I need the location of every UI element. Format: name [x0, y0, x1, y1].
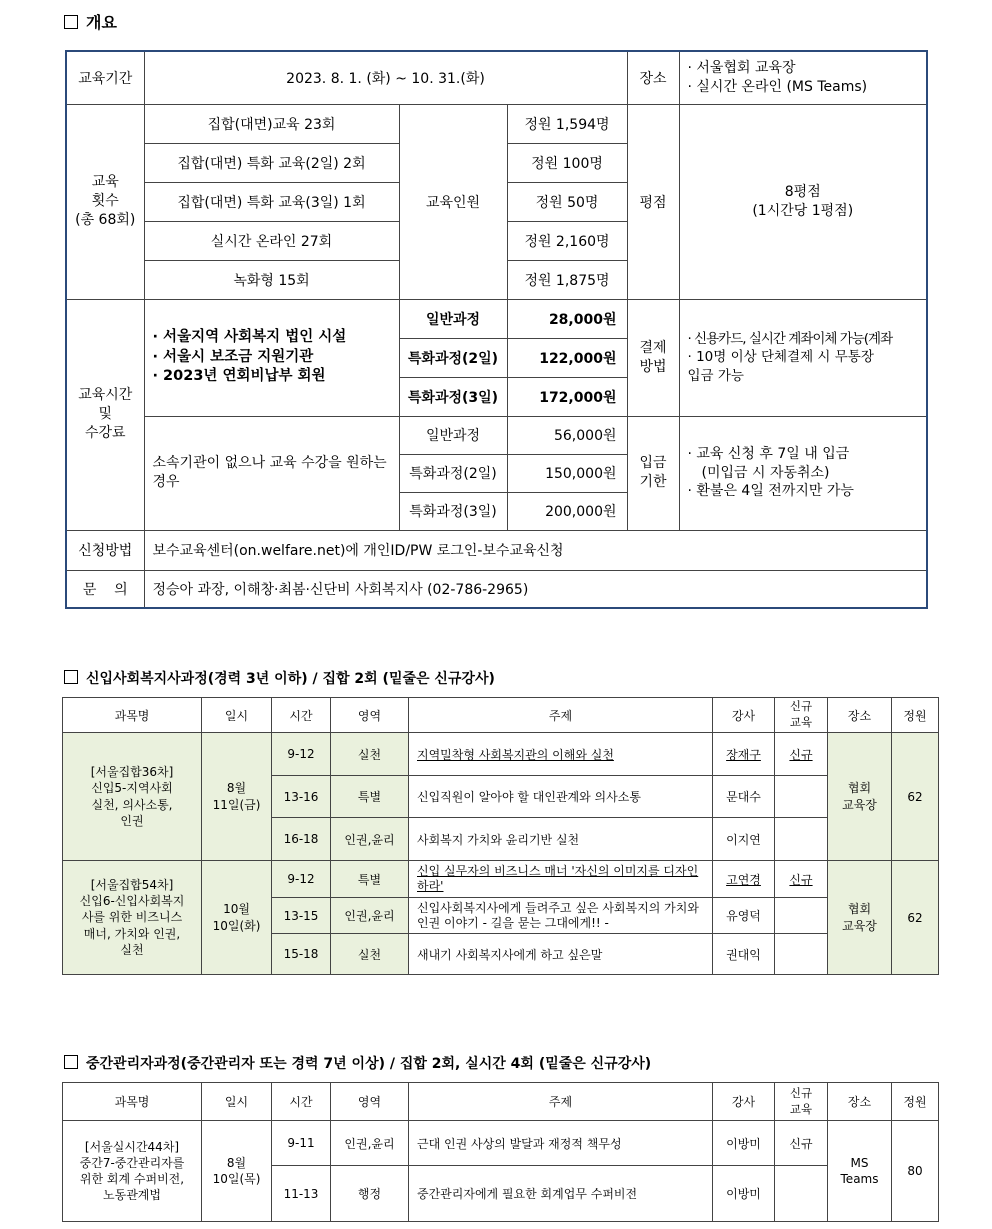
- row-new: [775, 776, 828, 818]
- row-area: 실천: [331, 733, 409, 776]
- count-capacity: 정원 1,594명: [507, 104, 627, 143]
- row-area: 행정: [331, 1166, 409, 1222]
- header-lecturer: 강사: [713, 1083, 775, 1121]
- member-course: 특화과정(2일): [399, 338, 507, 377]
- nonmember-fee: 150,000원: [507, 454, 627, 492]
- row-area: 인권,윤리: [331, 898, 409, 934]
- course-date: 10월 10일(화): [202, 861, 272, 975]
- count-type: 집합(대면) 특화 교육(3일) 1회: [144, 182, 399, 221]
- row-new: [775, 898, 828, 934]
- row-new: [775, 934, 828, 975]
- row-lecturer: 장재구: [713, 733, 775, 776]
- header-time: 시간: [272, 1083, 331, 1121]
- row-lecturer: 이방미: [713, 1166, 775, 1222]
- row-time: 13-15: [272, 898, 331, 934]
- contact-value: 정승아 과장, 이해창·최봄·신단비 사회복지사 (02-786-2965): [144, 570, 927, 608]
- course-capacity: 62: [892, 861, 939, 975]
- member-targets: · 서울지역 사회복지 법인 시설 · 서울시 보조금 지원기관 · 2023년 연회비납부 회원: [144, 299, 399, 416]
- row-time: 9-11: [272, 1121, 331, 1166]
- row-topic: 새내기 사회복지사에게 하고 싶은말: [409, 934, 713, 975]
- row-new: 신규: [775, 733, 828, 776]
- nonmember-course: 특화과정(2일): [399, 454, 507, 492]
- count-label: 교육 횟수 (총 68회): [66, 104, 144, 299]
- row-new: [775, 1166, 828, 1222]
- course-date: 8월 11일(금): [202, 733, 272, 861]
- row-time: 11-13: [272, 1166, 331, 1222]
- member-fee: 172,000원: [507, 377, 627, 416]
- header-new: 신규 교육: [775, 1083, 828, 1121]
- row-lecturer: 유영덕: [713, 898, 775, 934]
- place-label: 장소: [627, 51, 679, 104]
- fee-label: 교육시간 및 수강료: [66, 299, 144, 530]
- contact-label: 문 의: [66, 570, 144, 608]
- header-course: 과목명: [63, 1083, 202, 1121]
- personnel-label: 교육인원: [399, 104, 507, 299]
- apply-label: 신청방법: [66, 530, 144, 570]
- header-area: 영역: [331, 698, 409, 733]
- course-capacity: 62: [892, 733, 939, 861]
- row-new: [775, 818, 828, 861]
- nonmember-fee: 200,000원: [507, 492, 627, 530]
- row-new: 신규: [775, 861, 828, 898]
- member-course: 특화과정(3일): [399, 377, 507, 416]
- row-area: 특별: [331, 776, 409, 818]
- row-lecturer: 고연경: [713, 861, 775, 898]
- count-type: 집합(대면)교육 23회: [144, 104, 399, 143]
- row-topic: 신입직원이 알아야 할 대인관계와 의사소통: [409, 776, 713, 818]
- course-name: [서울실시간44차] 중간7-중간관리자를 위한 회계 수퍼비전, 노동관계법: [63, 1121, 202, 1222]
- count-capacity: 정원 50명: [507, 182, 627, 221]
- period-value: 2023. 8. 1. (화) ~ 10. 31.(화): [144, 51, 627, 104]
- count-capacity: 정원 1,875명: [507, 260, 627, 299]
- row-time: 13-16: [272, 776, 331, 818]
- checkbox-square-icon: [64, 15, 78, 29]
- row-area: 인권,윤리: [331, 1121, 409, 1166]
- section2-title: 신입사회복지사과정(경력 3년 이하) / 집합 2회 (밑줄은 신규강사): [64, 668, 495, 688]
- score-label: 평점: [627, 104, 679, 299]
- course-name: [서울집합54차] 신입6-신입사회복지 사를 위한 비즈니스 매너, 가치와 인권, 실천: [63, 861, 202, 975]
- section3-title: 중간관리자과정(중간관리자 또는 경력 7년 이상) / 집합 2회, 실시간 4회 (밑줄은 신규강사): [64, 1053, 651, 1073]
- header-topic: 주제: [409, 1083, 713, 1121]
- score-value: 8평점 (1시간당 1평점): [679, 104, 927, 299]
- count-type: 집합(대면) 특화 교육(2일) 2회: [144, 143, 399, 182]
- deadline-label: 입금 기한: [627, 416, 679, 530]
- member-fee: 122,000원: [507, 338, 627, 377]
- apply-value: 보수교육센터(on.welfare.net)에 개인ID/PW 로그인-보수교육신청: [144, 530, 927, 570]
- nonmember-course: 특화과정(3일): [399, 492, 507, 530]
- row-area: 인권,윤리: [331, 818, 409, 861]
- course-place: 협회 교육장: [828, 861, 892, 975]
- course-name: [서울집합36차] 신입5-지역사회 실천, 의사소통, 인권: [63, 733, 202, 861]
- payment-label: 결제 방법: [627, 299, 679, 416]
- header-time: 시간: [272, 698, 331, 733]
- course-date: 8월 10일(목): [202, 1121, 272, 1222]
- row-topic: 지역밀착형 사회복지관의 이해와 실천: [409, 733, 713, 776]
- row-time: 9-12: [272, 861, 331, 898]
- row-new: 신규: [775, 1121, 828, 1166]
- row-topic: 중간관리자에게 필요한 회계업무 수퍼비전: [409, 1166, 713, 1222]
- count-capacity: 정원 2,160명: [507, 221, 627, 260]
- row-topic: 근대 인권 사상의 발달과 재정적 책무성: [409, 1121, 713, 1166]
- course-place: MS Teams: [828, 1121, 892, 1222]
- deadline-value: · 교육 신청 후 7일 내 입금 (미입금 시 자동취소) · 환불은 4일 전까지만 가능: [679, 416, 927, 530]
- count-type: 실시간 온라인 27회: [144, 221, 399, 260]
- nonmember-target: 소속기관이 없으나 교육 수강을 원하는 경우: [144, 416, 399, 530]
- header-capacity: 정원: [892, 698, 939, 733]
- payment-value: · 신용카드, 실시간 계좌이체 가능(계좌 · 10명 이상 단체결제 시 무통장 입금 가능: [679, 299, 927, 416]
- count-type: 녹화형 15회: [144, 260, 399, 299]
- checkbox-square-icon: [64, 1055, 78, 1069]
- nonmember-fee: 56,000원: [507, 416, 627, 454]
- checkbox-square-icon: [64, 670, 78, 684]
- header-area: 영역: [331, 1083, 409, 1121]
- row-area: 특별: [331, 861, 409, 898]
- section3-table: [62, 1082, 939, 1222]
- row-lecturer: 이지연: [713, 818, 775, 861]
- course-capacity: 80: [892, 1121, 939, 1222]
- row-area: 실천: [331, 934, 409, 975]
- header-topic: 주제: [409, 698, 713, 733]
- header-lecturer: 강사: [713, 698, 775, 733]
- header-date: 일시: [202, 1083, 272, 1121]
- row-time: 9-12: [272, 733, 331, 776]
- row-lecturer: 권대익: [713, 934, 775, 975]
- header-place: 장소: [828, 698, 892, 733]
- section2-table: [62, 697, 939, 975]
- header-place: 장소: [828, 1083, 892, 1121]
- period-label: 교육기간: [66, 51, 144, 104]
- header-date: 일시: [202, 698, 272, 733]
- place-value: · 서울협회 교육장 · 실시간 온라인 (MS Teams): [679, 51, 927, 104]
- member-fee: 28,000원: [507, 299, 627, 338]
- row-topic: 신입사회복지사에게 들려주고 싶은 사회복지의 가치와 인권 이야기 - 길을 묻는 그대에게!! -: [409, 898, 713, 934]
- row-lecturer: 문대수: [713, 776, 775, 818]
- header-new: 신규 교육: [775, 698, 828, 733]
- row-lecturer: 이방미: [713, 1121, 775, 1166]
- course-place: 협회 교육장: [828, 733, 892, 861]
- count-capacity: 정원 100명: [507, 143, 627, 182]
- row-topic: 사회복지 가치와 윤리기반 실천: [409, 818, 713, 861]
- row-time: 15-18: [272, 934, 331, 975]
- overview-title: 개요: [64, 10, 117, 33]
- row-time: 16-18: [272, 818, 331, 861]
- nonmember-course: 일반과정: [399, 416, 507, 454]
- header-course: 과목명: [63, 698, 202, 733]
- member-course: 일반과정: [399, 299, 507, 338]
- row-topic: 신입 실무자의 비즈니스 매너 '자신의 이미지를 디자인하라': [409, 861, 713, 898]
- header-capacity: 정원: [892, 1083, 939, 1121]
- overview-table: [65, 50, 928, 609]
